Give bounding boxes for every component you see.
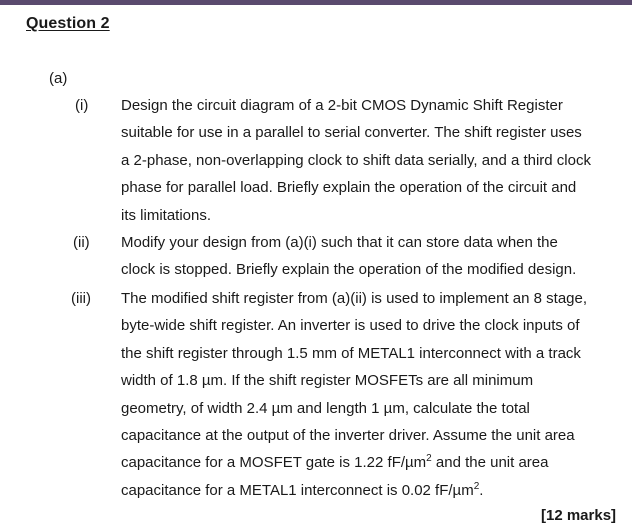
text-line: width of 1.8 µm. If the shift register MOSFETs are all minimum	[121, 372, 534, 390]
superscript: 2	[426, 453, 432, 465]
text-line: Modify your design from (a)(i) such that it can store data when the	[121, 234, 558, 251]
text-line: a 2-phase, non-overlapping clock to shift data serially, and a third clock	[121, 151, 591, 169]
sub-question-number: (i)	[75, 97, 89, 114]
sub-question-number: (iii)	[71, 290, 91, 307]
text-fragment: .	[479, 481, 484, 499]
text-line: geometry, of width 2.4 µm and length 1 µm, calculate the total	[121, 399, 530, 417]
text-line	[121, 477, 629, 504]
sub-question-text	[121, 229, 629, 284]
text-line: Design the circuit diagram of a 2-bit CMOS Dynamic Shift Register	[121, 97, 563, 114]
text-fragment: and the unit area	[431, 454, 549, 472]
sub-question-number: (ii)	[73, 234, 90, 251]
text-line: the shift register through 1.5 mm of METAL1 interconnect with a track	[121, 344, 581, 362]
text-line: byte-wide shift register. An inverter is used to drive the clock inputs of	[121, 317, 580, 335]
text-fragment: capacitance for a MOSFET gate is 1.22 fF/µm	[121, 454, 427, 472]
text-line: phase for parallel load. Briefly explain the operation of the circuit and	[121, 179, 577, 197]
marks-label: [12 marks]	[541, 507, 617, 524]
text-line: its limitations.	[121, 206, 212, 224]
superscript: 2	[473, 480, 480, 492]
sub-question-text	[121, 285, 629, 504]
text-fragment: capacitance for a METAL1 interconnect is 0.02 fF/µm	[121, 481, 474, 499]
text-line	[121, 449, 629, 476]
question-title: Question 2	[26, 15, 110, 32]
sub-question-text	[121, 92, 629, 229]
text-line: clock is stopped. Briefly explain the operation of the modified design.	[121, 261, 577, 279]
top-border-bar	[0, 0, 632, 5]
text-line: The modified shift register from (a)(ii) is used to implement an 8 stage,	[121, 290, 588, 307]
text-line: capacitance at the output of the inverter driver. Assume the unit area	[121, 427, 575, 445]
part-label: (a)	[49, 70, 68, 87]
text-line: suitable for use in a parallel to serial converter. The shift register uses	[121, 124, 582, 142]
